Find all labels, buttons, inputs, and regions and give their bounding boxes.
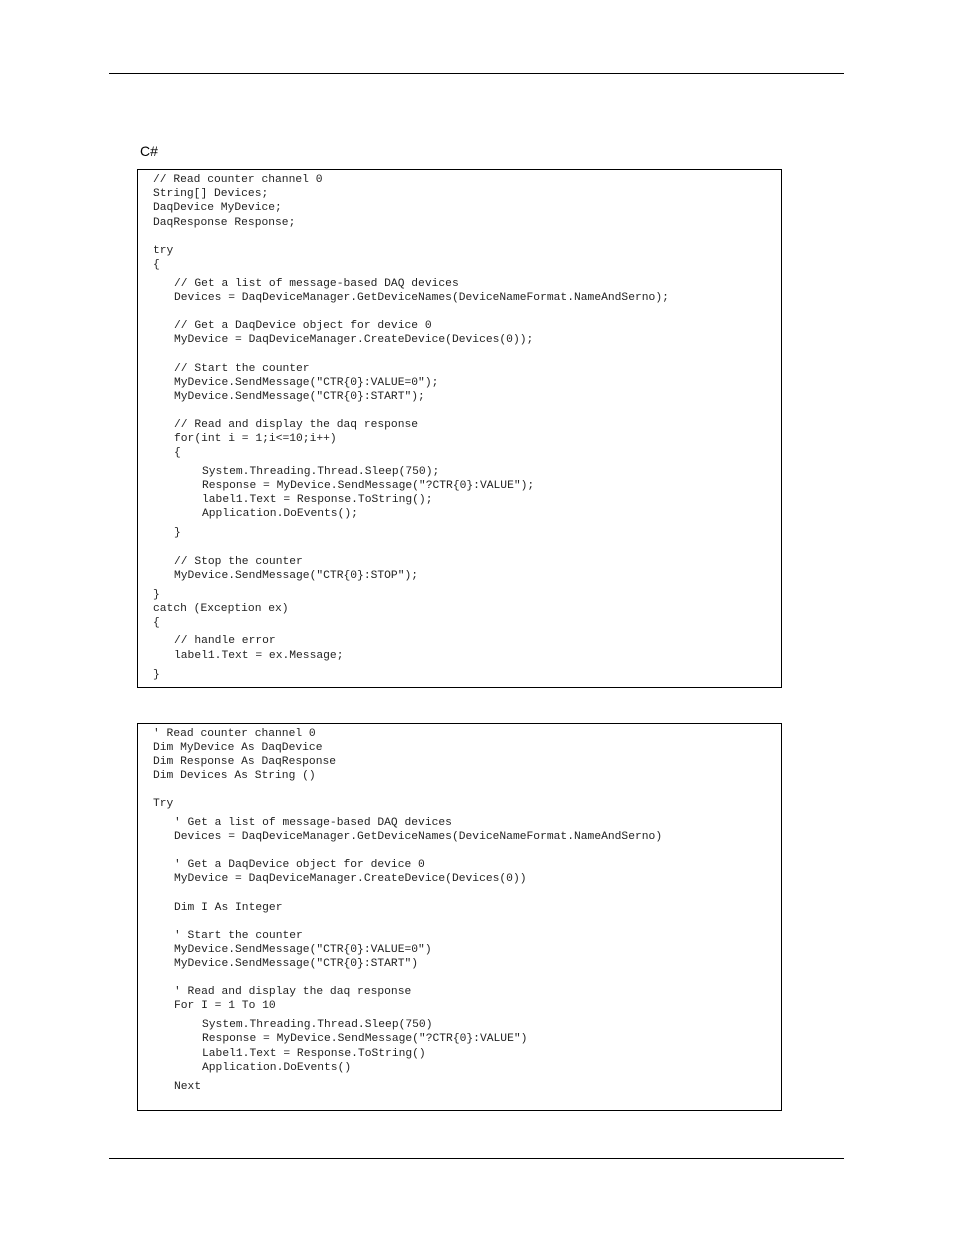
code-line: DaqDevice MyDevice; (153, 202, 282, 214)
code-line: // Get a DaqDevice object for device 0 (174, 320, 432, 332)
code-line: MyDevice.SendMessage("CTR{0}:START"); (174, 391, 425, 403)
code-line: MyDevice = DaqDeviceManager.CreateDevice(Devices(0)) (174, 873, 527, 885)
code-line: } (153, 669, 160, 681)
code-line: // Read counter channel 0 (153, 174, 323, 186)
code-line: // Get a list of message-based DAQ devices (174, 278, 459, 290)
code-line: Dim MyDevice As DaqDevice (153, 742, 323, 754)
code-line: MyDevice.SendMessage("CTR{0}:VALUE=0") (174, 944, 432, 956)
vb-code-block (137, 723, 782, 1111)
code-line: Response = MyDevice.SendMessage("?CTR{0}:VALUE") (202, 1033, 528, 1045)
code-line: MyDevice.SendMessage("CTR{0}:START") (174, 958, 419, 970)
code-line: Dim Devices As String () (153, 770, 316, 782)
code-line: for(int i = 1;i<=10;i++) (174, 433, 337, 445)
code-line: } (153, 589, 160, 601)
code-line: } (174, 527, 181, 539)
code-line: // Stop the counter (174, 556, 303, 568)
code-line: try (153, 245, 174, 257)
code-line: Dim I As Integer (174, 902, 283, 914)
code-line: Try (153, 798, 174, 810)
code-line: MyDevice.SendMessage("CTR{0}:STOP"); (174, 570, 419, 582)
code-line: String[] Devices; (153, 188, 269, 200)
footer-rule (109, 1158, 844, 1159)
code-line: Response = MyDevice.SendMessage("?CTR{0}:VALUE"); (202, 480, 535, 492)
code-line: catch (Exception ex) (153, 603, 289, 615)
code-line: System.Threading.Thread.Sleep(750); (202, 466, 440, 478)
code-line: { (153, 617, 160, 629)
header-rule (109, 73, 844, 74)
code-line: MyDevice.SendMessage("CTR{0}:VALUE=0"); (174, 377, 439, 389)
language-label: C# (140, 143, 158, 159)
code-line: For I = 1 To 10 (174, 1000, 276, 1012)
code-line: Next (174, 1081, 202, 1093)
code-line: { (153, 259, 160, 271)
csharp-code-block (137, 169, 782, 688)
code-line: ' Get a list of message-based DAQ devices (174, 817, 452, 829)
code-line: Devices = DaqDeviceManager.GetDeviceNames(DeviceNameFormat.NameAndSerno); (174, 292, 669, 304)
code-line: MyDevice = DaqDeviceManager.CreateDevice(Devices(0)); (174, 334, 534, 346)
code-line: Dim Response As DaqResponse (153, 756, 337, 768)
code-line: { (174, 447, 181, 459)
code-line: // Read and display the daq response (174, 419, 419, 431)
code-line: DaqResponse Response; (153, 217, 296, 229)
code-line: Label1.Text = Response.ToString() (202, 1048, 426, 1060)
code-line: Application.DoEvents(); (202, 508, 358, 520)
code-line: // handle error (174, 635, 276, 647)
code-line: label1.Text = ex.Message; (174, 650, 344, 662)
code-line: ' Start the counter (174, 930, 303, 942)
code-line: label1.Text = Response.ToString(); (202, 494, 433, 506)
code-line: Devices = DaqDeviceManager.GetDeviceNames(DeviceNameFormat.NameAndSerno) (174, 831, 663, 843)
code-line: // Start the counter (174, 363, 310, 375)
code-line: ' Read counter channel 0 (153, 728, 316, 740)
code-line: Application.DoEvents() (202, 1062, 352, 1074)
code-line: System.Threading.Thread.Sleep(750) (202, 1019, 433, 1031)
code-line: ' Get a DaqDevice object for device 0 (174, 859, 425, 871)
code-line: ' Read and display the daq response (174, 986, 412, 998)
